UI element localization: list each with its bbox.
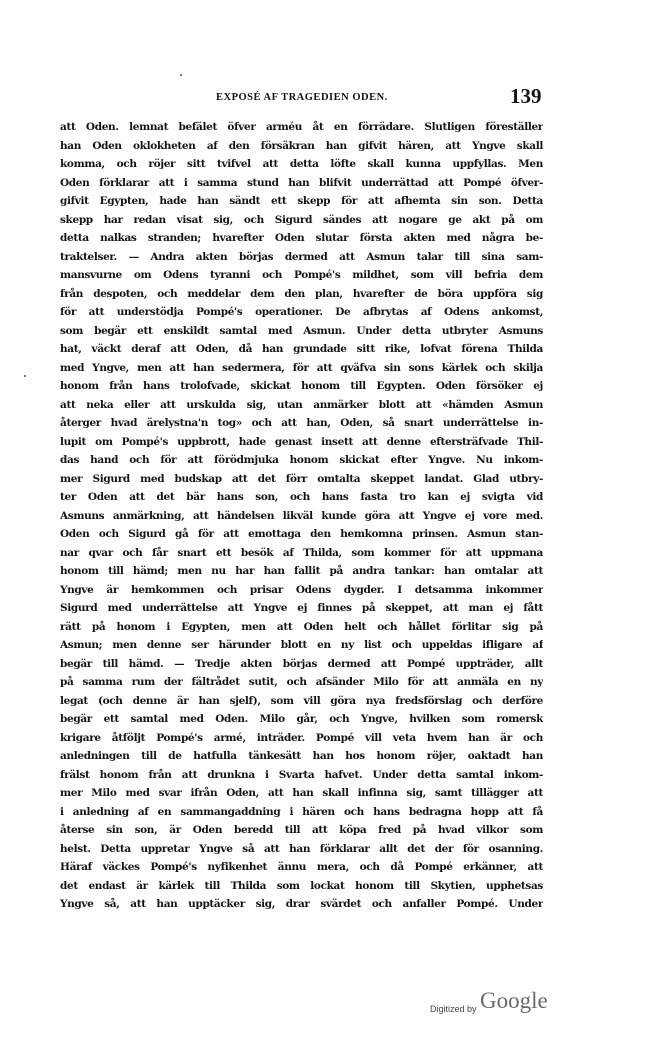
text-line: Asmun; men denne ser härunder blott en ny list och uppeldas ifligare af — [60, 639, 543, 651]
google-logo: Google — [480, 988, 548, 1013]
text-line: mer Milo med svar ifrån Oden, att han skall infinna sig, samt tillägger att — [60, 787, 543, 799]
text-line: lupit om Pompé's uppbrott, hade genast insett att denne eftersträfvade Thil- — [60, 435, 543, 448]
text-line: i anledning af en sammangaddning i hären och hans bedragna hopp att få — [60, 805, 543, 818]
text-line: begär ett samtal med Oden. Milo går, och Yngve, hvilken som romersk — [60, 713, 543, 725]
text-line: skepp har redan visat sig, och Sigurd sändes att nogare ge akt på om — [60, 213, 543, 226]
text-line: honom från hans trolofvade, skickat honom till Egypten. Oden försöker ej — [60, 380, 543, 392]
text-line: från despoten, och meddelar dem den plan, hvarefter de böra uppföra sig — [60, 287, 543, 300]
print-speck — [24, 375, 26, 377]
text-line: mer Sigurd med budskap att det förr omtalta skeppet landat. Glad utbry- — [60, 472, 543, 485]
text-line: att neka eller att urskulda sig, utan anmärker blott att «hämden Asmun — [60, 398, 543, 411]
text-line: återse sin son, är Oden beredd till att köpa fred på hvad vilkor som — [60, 824, 543, 836]
text-line: som begär ett enskildt samtal med Asmun. Under detta utbryter Asmuns — [60, 324, 543, 337]
text-line: Oden förklarar att i samma stund han blifvit underrättad att Pompé öfver- — [60, 176, 543, 189]
text-line: anledningen till de hatfulla tänkesätt han hos honom röjer, oaktadt han — [60, 750, 543, 762]
text-line: honom till hämd; men nu har han fallit på andra tankar: han omtalar att — [60, 565, 543, 577]
text-line: att Oden. lemnat befälet öfver arméu åt en förrädare. Slutligen föreställer — [60, 121, 543, 133]
digitized-label: Digitized by — [430, 1004, 477, 1014]
text-line: komma, och röjer sitt tvifvel att detta löfte skall kunna uppfyllas. Men — [60, 158, 543, 170]
text-line: det endast är kärlek till Thilda som lockat honom till Skytien, upphetsas — [60, 879, 543, 892]
text-line: Sigurd med underrättelse att Yngve ej finnes på skeppet, att man ej fått — [60, 602, 543, 614]
text-line: på samma rum der fältrådet sutit, och afsänder Milo för att anmäla en ny — [60, 676, 543, 688]
text-line: frälst honom från att drunkna i Svarta hafvet. Under detta samtal inkom- — [60, 768, 543, 781]
body-text — [60, 118, 543, 914]
text-line: återger hvad ärelystna'n tog» och att han, Oden, så snart underrättelse in- — [60, 417, 543, 429]
text-line: Oden och Sigurd gå för att emottaga den hemkomna prinsen. Asmun stan- — [60, 528, 543, 540]
text-line: hat, väckt deraf att Oden, då han grundade sitt rike, lofvat förena Thilda — [60, 343, 543, 355]
text-line: gifvit Egypten, hade han sändt ett skepp för att afhemta sin son. Detta — [60, 195, 543, 207]
text-line: ter Oden att det bär hans son, och hans fasta tro kan ej svigta vid — [60, 491, 543, 503]
text-line: nar qvar och får snart ett besök af Thilda, som kommer för att uppmana — [60, 546, 543, 559]
text-line: rätt på honom i Egypten, men att Oden helt och hållet förlitar sig på — [60, 620, 543, 633]
print-speck — [180, 74, 182, 76]
text-line: Häraf väckes Pompé's nyfikenhet ännu mera, och då Pompé erkänner, att — [60, 861, 543, 873]
running-head — [0, 84, 648, 110]
text-line: das hand och för att förödmjuka honom skickat efter Yngve. Nu inkom- — [60, 454, 543, 466]
text-line: mansvurne om Odens tyranni och Pompé's mildhet, som vill befria dem — [60, 269, 543, 281]
text-line: Asmuns anmärkning, att händelsen likväl kunde göra att Yngve ej vore med. — [60, 509, 543, 522]
text-line: med Yngve, men att han sedermera, för att qväfva sin sons kärlek och skilja — [60, 361, 543, 374]
text-line: krigare åtföljt Pompé's armé, inträder. Pompé vill veta hvem han är och — [60, 731, 543, 744]
running-title: EXPOSÉ AF TRAGEDIEN ODEN. — [216, 92, 388, 103]
text-line: legat (och denne är han sjelf), som vill göra nya fredsförslag och derföre — [60, 694, 543, 707]
text-line: traktelser. — Andra akten börjas dermed att Asmun talar till sina sam- — [60, 250, 543, 263]
text-line: för att understödja Pompé's operationer. De afbrytas af Odens ankomst, — [60, 306, 543, 318]
text-line: detta nalkas stranden; hvarefter Oden slutar första akten med några be- — [60, 232, 543, 244]
text-line: helst. Detta uppretar Yngve så att han förklarar allt det der för osanning. — [60, 842, 543, 855]
text-line: Yngve är hemkommen och prisar Odens dygder. I detsamma inkommer — [60, 583, 543, 596]
text-line: Yngve så, att han upptäcker sig, drar svärdet och anfaller Pompé. Under — [60, 898, 543, 910]
text-line: han Oden oklokheten af den försäkran han gifvit hären, att Yngve skall — [60, 139, 543, 152]
page-number: 139 — [510, 84, 542, 108]
text-line: begär till hämd. — Tredje akten börjas dermed att Pompé uppträder, allt — [60, 657, 543, 670]
